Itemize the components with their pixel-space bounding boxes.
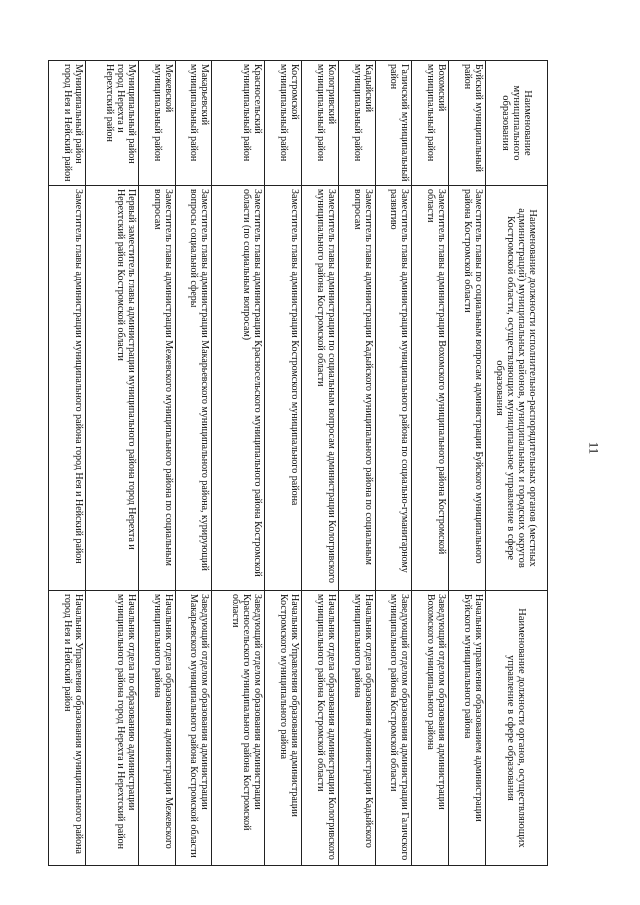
cell-municipality: Костромской муниципальный район — [265, 61, 302, 186]
header-education-position: Наименование должности органов, осуществляющих управление в сфере образования — [486, 591, 548, 866]
cell-admin-position: Заместитель главы администрации муниципального района по социально-гуманитарному развитию — [375, 186, 412, 591]
cell-education-position: Начальник отдела по образованию администрации муниципального района город Нерехта и Нерехтский район — [85, 591, 138, 866]
cell-municipality: Галичский муниципальный район — [375, 61, 412, 186]
cell-education-position: Начальник отдела образования администрации Кологривского муниципального района Костромской области — [302, 591, 339, 866]
rotated-table-wrapper — [48, 60, 548, 865]
table-row — [85, 61, 138, 866]
table-row — [449, 61, 486, 866]
cell-education-position: Начальник Управления образования администрации Костромского муниципального района — [265, 591, 302, 866]
rotated-sheet — [48, 60, 548, 865]
table-row — [265, 61, 302, 866]
cell-municipality: Муниципальный район город Нерехта и Нерехтский район — [85, 61, 138, 186]
cell-admin-position: Заместитель главы администрации Кадыйского муниципального района по социальным вопросам — [338, 186, 375, 591]
table-row — [375, 61, 412, 866]
cell-municipality: Кологривский муниципальный район — [302, 61, 339, 186]
cell-admin-position: Заместитель главы администрации Вохомского муниципального района Костромской области — [412, 186, 449, 591]
cell-admin-position: Заместитель главы администрации Межевского муниципального района по социальным вопросам — [138, 186, 175, 591]
cell-admin-position: Заместитель главы администрации Красносельского муниципального района Костромской области (по социальным вопросам) — [212, 186, 265, 591]
table-row — [302, 61, 339, 866]
table-row — [175, 61, 212, 866]
cell-education-position: Заведующий отделом образования администрации Вохомского муниципального района — [412, 591, 449, 866]
cell-admin-position: Заместитель главы администрации муниципального района город Нея и Нейский район — [49, 186, 86, 591]
cell-admin-position: Первый заместитель главы администрации муниципального района город Нерехта и Нерехтский район Костромской области — [85, 186, 138, 591]
cell-education-position: Заведующий отделом образования администрации Галичского муниципального района Костромской области — [375, 591, 412, 866]
cell-municipality: Муниципальный район город Нея и Нейский район — [49, 61, 86, 186]
cell-admin-position: Заместитель главы администрации Костромского муниципального района — [265, 186, 302, 591]
header-municipality: Наименование муниципального образования — [486, 61, 548, 186]
cell-admin-position: Заместитель главы администрации по социальным вопросам администрации Кологривского муниципального района Костромской области — [302, 186, 339, 591]
cell-admin-position: Заместитель главы администрации Макарьевского муниципального района, курирующий вопросы социальной сферы — [175, 186, 212, 591]
cell-municipality: Вохомский муниципальный район — [412, 61, 449, 186]
cell-admin-position: Заместитель главы по социальным вопросам администрации Буйского муниципального района Костромской области — [449, 186, 486, 591]
cell-municipality: Буйский муниципальный район — [449, 61, 486, 186]
cell-education-position: Начальник управления образованием администрации Буйского муниципального района — [449, 591, 486, 866]
page-number: 11 — [586, 441, 602, 455]
table-row — [49, 61, 86, 866]
cell-municipality: Кадыйский муниципальный район — [338, 61, 375, 186]
table-row — [138, 61, 175, 866]
cell-municipality: Межевской муниципальный район — [138, 61, 175, 186]
cell-education-position: Заведующий отделом образования администрации Макарьевского муниципального района Костромской области — [175, 591, 212, 866]
cell-education-position: Начальник отдела образования администрации Кадыйского муниципального района — [338, 591, 375, 866]
table-header-row — [486, 61, 548, 866]
cell-education-position: Начальник отдела образования администрации Межевского муниципального района — [138, 591, 175, 866]
cell-education-position: Начальник Управления образования муниципального района город Нея и Нейский район — [49, 591, 86, 866]
cell-municipality: Красносельский муниципальный район — [212, 61, 265, 186]
cell-education-position: Заведующий отделом образования администрации Красносельского муниципального района Костромской области — [212, 591, 265, 866]
officials-table — [48, 60, 548, 866]
table-row — [412, 61, 449, 866]
cell-municipality: Макарьевский муниципальный район — [175, 61, 212, 186]
table-row — [338, 61, 375, 866]
header-admin-position: Наименование должности исполнительно-распорядительных органов (местных администраций) муниципальных районов, муниципальных и городских округов Костромской области, осуществляющих муниципальное управление в сфере образования — [486, 186, 548, 591]
table-row — [212, 61, 265, 866]
